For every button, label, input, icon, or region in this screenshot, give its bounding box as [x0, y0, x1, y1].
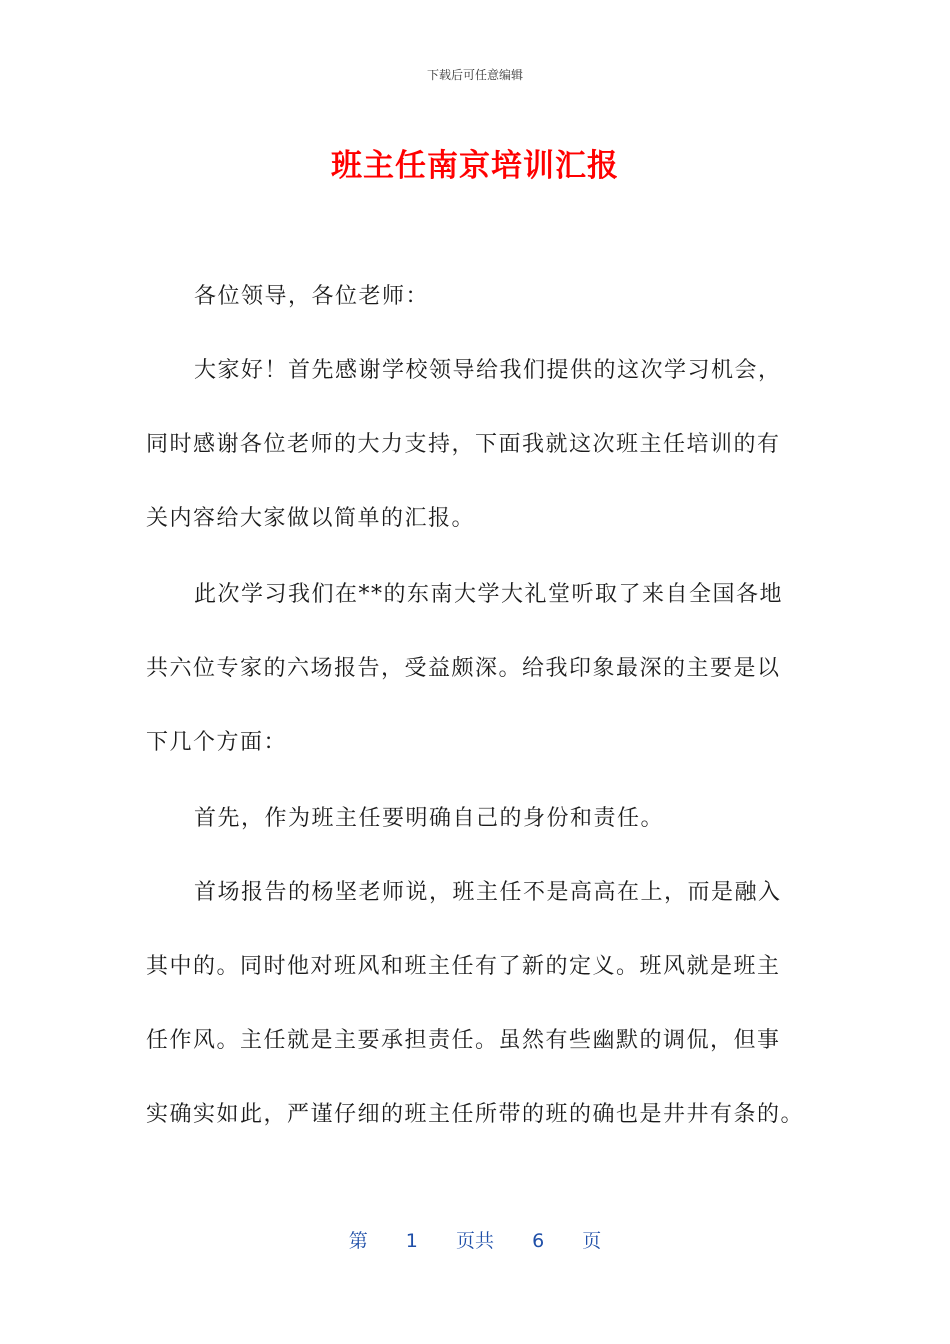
paragraph-line: 任作风。主任就是主要承担责任。虽然有些幽默的调侃，但事: [146, 1028, 781, 1053]
paragraph-line: 关内容给大家做以简单的汇报。: [146, 506, 476, 531]
footer-middle: 页共: [455, 1230, 494, 1252]
paragraph-line: 共六位专家的六场报告，受益颇深。给我印象最深的主要是以: [146, 656, 781, 681]
footer-current-page: 1: [405, 1230, 418, 1252]
paragraph-line: 首先，作为班主任要明确自己的身份和责任。: [194, 806, 665, 831]
paragraph-line: 大家好！首先感谢学校领导给我们提供的这次学习机会，: [194, 358, 782, 383]
paragraph-line: 实确实如此，严谨仔细的班主任所带的班的确也是井井有条的。: [146, 1102, 805, 1127]
paragraph-line: 同时感谢各位老师的大力支持，下面我就这次班主任培训的有: [146, 432, 781, 457]
paragraph-salutation: 各位领导，各位老师：: [194, 284, 430, 309]
header-note: 下载后可任意编辑: [426, 68, 523, 82]
paragraph-line: 首场报告的杨坚老师说，班主任不是高高在上，而是融入: [194, 880, 782, 905]
footer-suffix: 页: [582, 1230, 602, 1252]
document-title: 班主任南京培训汇报: [331, 148, 619, 184]
paragraph-line: 其中的。同时他对班风和班主任有了新的定义。班风就是班主: [146, 954, 781, 979]
footer-prefix: 第: [348, 1230, 368, 1252]
paragraph-line: 此次学习我们在**的东南大学大礼堂听取了来自全国各地: [194, 582, 784, 607]
paragraph-line: 下几个方面：: [146, 730, 288, 755]
page-footer: [0, 1226, 950, 1253]
footer-total-pages: 6: [532, 1230, 545, 1252]
